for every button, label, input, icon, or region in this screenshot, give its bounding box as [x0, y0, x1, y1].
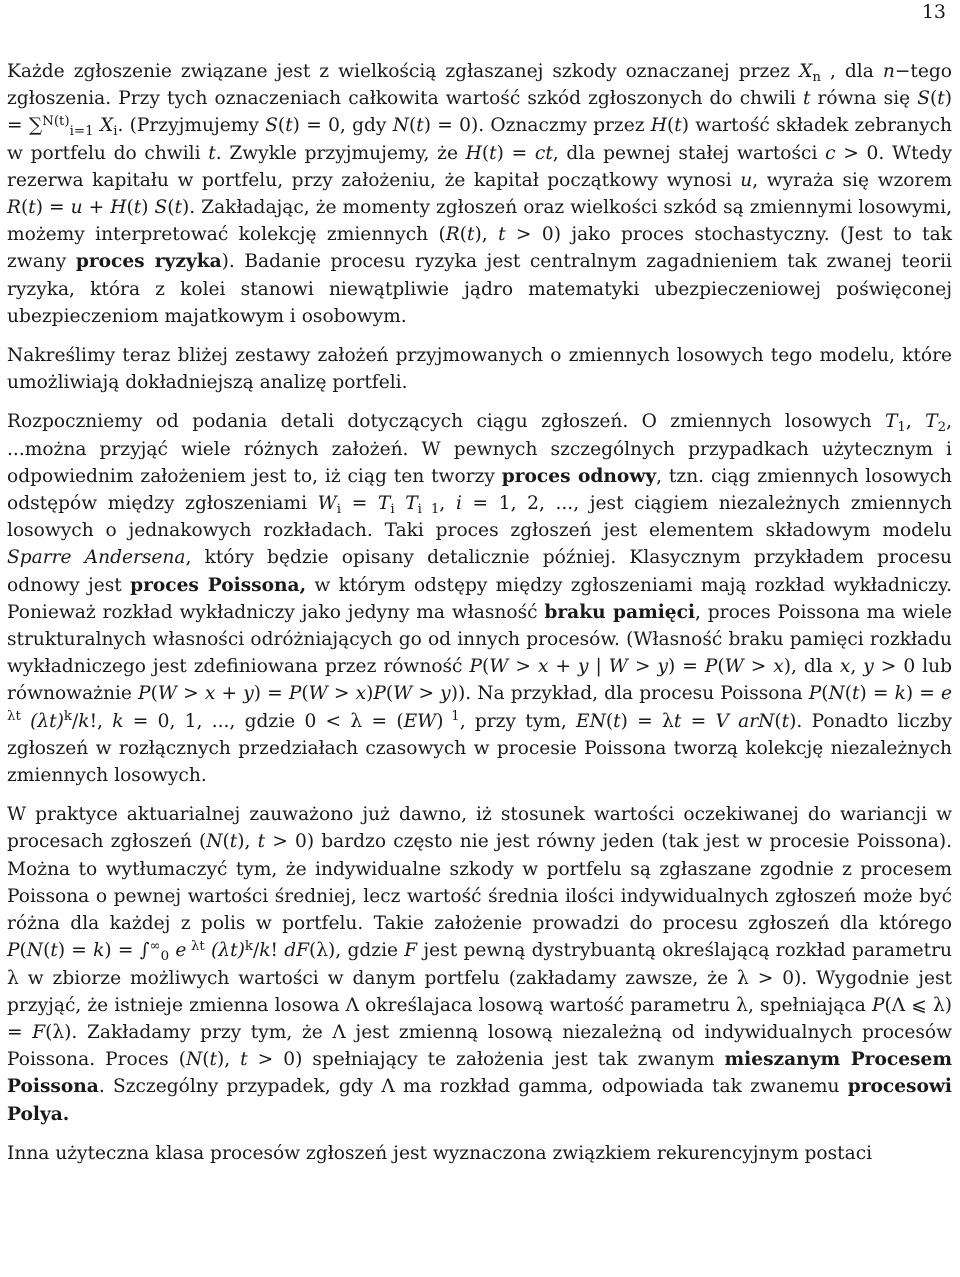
text-run: ) = — [253, 683, 289, 705]
text-run: (λ). Zakładamy przy tym, że Λ jest zmienną losową niezależną od indywidualnych procesów Poissona. Proces ( — [7, 1021, 952, 1071]
math-symbol: W — [157, 683, 177, 705]
math-symbol: W — [608, 656, 628, 678]
text-run: + — [215, 683, 244, 705]
text-run: ( — [21, 197, 29, 219]
text-run: = — [681, 710, 716, 732]
paragraph — [7, 408, 952, 789]
math-symbol: t — [802, 88, 811, 110]
math-symbol: R — [7, 197, 21, 219]
math-symbol: t — [229, 831, 238, 853]
math-symbol: N — [185, 1049, 203, 1071]
text-run: −tego zgłoszenia. Przy tych oznaczeniach całkowita wartość szkód zgłoszonych do chwili — [7, 61, 952, 110]
bold-term: proces ryzyka — [75, 251, 222, 273]
math-symbol: S — [154, 197, 168, 219]
math-symbol: P — [288, 683, 302, 705]
text-run: ) wartość składek zebranych w portfelu do chwili — [7, 115, 952, 164]
math-symbol: P — [871, 994, 885, 1016]
math-symbol: t — [489, 142, 497, 164]
text-run: > — [412, 683, 441, 705]
text-run: > — [508, 656, 538, 678]
text-run: . (Przyjmujemy — [117, 115, 266, 137]
math-symbol: t — [208, 142, 216, 164]
math-symbol: y — [243, 683, 254, 705]
text-run: Nakreślimy teraz bliżej zestawy założeń przyjmowanych o zmiennych losowych tego modelu, które umożliwiają dokładniejszą analizę portfeli. — [7, 345, 952, 394]
text-run: ) = — [667, 656, 705, 678]
math-symbol: (λt) — [204, 940, 245, 962]
math-symbol: W — [308, 683, 328, 705]
math-symbol: u — [70, 197, 83, 219]
text-run: ( — [459, 224, 468, 246]
text-run: , dla pewnej stałej wartości — [552, 142, 826, 164]
text-run: i=1 — [69, 124, 94, 140]
text-run: ) = — [57, 940, 94, 962]
math-symbol: X — [799, 61, 813, 82]
text-run: λt — [186, 938, 205, 954]
math-symbol: H — [110, 197, 127, 219]
math-symbol: t — [613, 710, 621, 732]
text-run: ) = — [496, 142, 535, 164]
text-run: !, — [89, 710, 113, 732]
text-run: > 0) bardzo często nie jest równy jeden (tak jest w procesie Poissona). Można to wytłumaczyć tym, że indywidualne szkody w portfelu są zgłaszane zgodnie z procesem Poissona o pewnej wartości średniej, lecz wartość średnia ilości indywidualnych zgłoszeń może być różna dla każdej z polis w portfelu. Takie założenie prowadzi do procesu zgłoszeń dla którego — [7, 831, 953, 935]
text-run — [395, 493, 406, 514]
math-symbol: W — [489, 656, 509, 678]
math-symbol: t — [674, 115, 682, 137]
text-run: > 0. Wtedy rezerwa kapitału w portfelu, przy założeniu, że kapitał początkowy wynosi — [7, 142, 952, 191]
body-text — [7, 58, 952, 1167]
math-symbol: x — [204, 683, 216, 705]
math-symbol: i — [455, 493, 462, 515]
math-symbol: S — [265, 115, 278, 137]
text-run: > 0) spełniający te założenia jest tak zwanym — [247, 1049, 725, 1071]
text-run: ( — [385, 683, 394, 705]
math-symbol: t — [257, 831, 266, 853]
text-run: ) = 0, gdy — [292, 115, 393, 137]
text-run: ( — [667, 115, 675, 137]
math-symbol: Sparre Andersena — [7, 547, 186, 569]
text-run: ( — [844, 683, 853, 705]
text-run: ( — [167, 197, 175, 219]
text-run: = — [341, 493, 378, 515]
math-symbol: T — [405, 493, 418, 515]
text-run: ( — [301, 683, 309, 705]
text-run: ), — [237, 831, 258, 853]
text-run: ) — [436, 710, 444, 732]
text-run: , dla — [820, 61, 883, 82]
text-run: , ...można przyjąć wiele różnych założeń. W pewnych szczególnych przypadkach użytecznym i odpowiednim założeniem jest to, iż ciąg ten tworzy — [7, 411, 953, 487]
text-run: > — [176, 683, 205, 705]
text-run: ( — [43, 940, 51, 962]
math-symbol: S — [917, 88, 930, 110]
math-symbol: P — [808, 683, 822, 705]
text-run: ( — [408, 115, 417, 137]
text-run: Inna użyteczna klasa procesów zgłoszeń jest wyznaczona związkiem rekurencyjnym postaci — [7, 1142, 873, 1164]
math-symbol: P — [373, 683, 386, 705]
text-run: ) = ∑ — [7, 88, 952, 137]
text-run: ∞ — [149, 938, 161, 954]
text-run: λt — [7, 708, 21, 724]
text-run: ), — [474, 224, 499, 246]
math-symbol: T — [377, 493, 391, 515]
text-run: i — [113, 124, 118, 140]
math-symbol: x — [839, 656, 851, 678]
text-run: , który będzie opisany detalicznie później. Klasycznym przykładem procesu odnowy jest — [7, 547, 952, 596]
text-run: ) = ∫ — [104, 940, 150, 962]
text-run: n — [812, 70, 821, 86]
math-symbol: t — [937, 88, 945, 110]
text-run: | — [588, 656, 609, 678]
math-symbol: N — [828, 683, 845, 705]
text-run: , wyraża się wzorem — [752, 169, 952, 191]
text-run: ( — [717, 656, 725, 678]
text-run: ( — [150, 683, 158, 705]
bold-term: procesowi Polya. — [7, 1076, 952, 1125]
text-run: ( — [481, 656, 490, 678]
text-run: ) = — [905, 683, 942, 705]
math-symbol: ct — [534, 142, 553, 164]
math-symbol: t — [209, 1049, 217, 1071]
text-run: ) = 0). Oznaczmy przez — [423, 115, 651, 137]
math-symbol: W — [317, 493, 337, 515]
text-run: > 0 lub równoważnie — [7, 656, 952, 705]
math-symbol: EW — [403, 710, 437, 732]
math-symbol: H — [465, 142, 482, 164]
math-symbol: u — [740, 169, 753, 191]
text-run: Rozpoczniemy od podania detali dotyczących ciągu zgłoszeń. O zmiennych losowych — [7, 411, 885, 433]
bold-term: mieszanym Procesem Poissona — [7, 1049, 953, 1098]
text-run: > — [743, 656, 774, 678]
math-symbol: t — [174, 197, 182, 219]
math-symbol: c — [825, 142, 836, 164]
text-run: ( — [774, 710, 782, 732]
text-run: ( — [821, 683, 829, 705]
math-symbol: t — [467, 224, 475, 246]
math-symbol: y — [440, 683, 451, 705]
bold-term: proces Poissona, — [130, 574, 307, 596]
math-symbol: x — [537, 656, 549, 678]
math-symbol: N — [206, 831, 223, 853]
text-run: + — [82, 197, 111, 219]
math-symbol: k — [78, 710, 90, 732]
text-run: ( — [202, 1049, 210, 1071]
math-symbol: W — [724, 656, 744, 678]
math-symbol: W — [393, 683, 413, 705]
math-symbol: x — [355, 683, 367, 705]
math-symbol: P — [138, 683, 151, 705]
bold-term: proces odnowy — [501, 465, 657, 487]
text-run: , — [850, 656, 864, 678]
math-symbol: dF — [284, 940, 310, 962]
text-run: ( — [277, 115, 286, 137]
math-symbol: t — [50, 940, 58, 962]
text-run: ( — [19, 940, 27, 962]
math-symbol: t — [781, 710, 790, 732]
math-symbol: t — [240, 1049, 248, 1071]
text-run: W praktyce aktuarialnej zauważono już dawno, iż stosunek wartości oczekiwanej do wariancji w procesach zgłoszeń ( — [7, 804, 952, 853]
text-run: ( — [481, 142, 490, 164]
text-run: k — [244, 938, 253, 954]
text-run: , proces Poissona ma wiele strukturalnych własności odróżniających go od innych procesów. (Własność braku pamięci rozkładu wykładniczego jest zdefiniowana przez równość — [7, 601, 952, 678]
text-run: 1 — [897, 420, 906, 436]
math-symbol: k — [93, 940, 105, 962]
math-symbol: P — [704, 656, 718, 678]
text-run: ( — [929, 88, 938, 110]
math-symbol: y — [657, 656, 668, 678]
text-run: / — [72, 710, 79, 732]
text-run: k — [63, 708, 73, 724]
text-run: w którym odstępy między zgłoszeniami mają rozkład wykładniczy. Ponieważ rozkład wykładniczy jako jedyny ma własność — [7, 574, 953, 623]
page-number: 13 — [921, 1, 946, 23]
text-run: (λ), gdzie — [309, 940, 405, 962]
text-run: > — [627, 656, 658, 678]
text-run: ) — [141, 197, 155, 219]
math-symbol: t — [28, 197, 36, 219]
math-symbol: H — [650, 115, 667, 137]
text-run: = 1, 2, ..., jest ciągiem niezależnych zmiennych losowych o jednakowych rozkładach. Taki proces zgłoszeń jest elementem składowym modelu — [7, 493, 952, 542]
text-run: ). Badanie procesu ryzyka jest centralnym zagadnieniem tak zwanej teorii ryzyka, która z kolei stanowi niewątpliwie jądro matematyki ubezpieczeniowej poświęconej ubezpieczeniom majatkowym i osobowym. — [7, 251, 952, 327]
math-symbol: N — [26, 940, 44, 962]
math-symbol: x — [773, 656, 784, 678]
math-symbol: t — [133, 197, 142, 219]
text-run: ) = — [859, 683, 895, 705]
text-run: . Zwykle przyjmujemy, że — [215, 142, 466, 164]
text-run: ). Zakładając, że momenty zgłoszeń oraz wielkości szkód są zmiennymi losowymi, możemy interpretować kolekcję zmiennych ( — [7, 197, 953, 246]
math-symbol: y — [578, 656, 589, 678]
math-symbol: t — [285, 115, 293, 137]
math-symbol: k — [259, 940, 271, 962]
text-run: i 1 — [417, 502, 440, 518]
text-run: równa się — [810, 88, 918, 110]
math-symbol: (λt) — [20, 710, 64, 732]
math-symbol: t — [416, 115, 424, 137]
text-run: ( — [126, 197, 134, 219]
math-symbol: e — [175, 940, 187, 962]
text-run: / — [252, 940, 260, 962]
text-run: = 0, 1, ..., gdzie 0 < λ = ( — [123, 710, 404, 732]
text-run: )). Na przykład, dla procesu Poissona — [450, 683, 809, 705]
text-run: i — [336, 502, 342, 518]
text-run: 1 — [443, 708, 460, 724]
text-run: ) = — [35, 197, 71, 219]
paragraph — [7, 58, 952, 330]
text-run: > 0) jako proces stochastyczny. (Jest to tak zwany — [7, 224, 952, 273]
math-symbol: R — [445, 224, 460, 246]
math-symbol: P — [469, 656, 482, 678]
bold-term: braku pamięci — [544, 601, 696, 623]
math-symbol: k — [112, 710, 124, 732]
text-run: ), — [217, 1049, 241, 1071]
math-symbol: T — [925, 411, 938, 433]
math-symbol: EN — [576, 710, 606, 732]
text-run: jest pewną dystrybuantą określającą rozkład parametru λ w zbiorze możliwych wartości w danym portfelu (zakładamy zawsze, że λ > 0). Wygodnie jest przyjąć, że istnieje zmienna losowa Λ określajaca losową wartość parametru λ, spełniająca — [7, 940, 952, 1016]
math-symbol: X — [99, 115, 114, 137]
text-run: ) — [366, 683, 374, 705]
text-run: ! — [270, 940, 285, 962]
text-run: Każde zgłoszenie związane jest z wielkością zgłaszanej szkody oznaczanej przez — [7, 61, 800, 82]
math-symbol: t — [673, 710, 682, 732]
text-run: 2 — [937, 420, 947, 436]
math-symbol: T — [884, 411, 898, 433]
text-run: , — [439, 493, 456, 515]
math-symbol: N — [392, 115, 409, 137]
math-symbol: F — [404, 940, 418, 962]
text-run: , — [905, 411, 926, 433]
math-symbol: n — [882, 61, 895, 82]
text-run: 0 — [160, 949, 170, 965]
text-run: . Szczególny przypadek, gdy Λ ma rozkład gamma, odpowiada tak zwanemu — [98, 1076, 848, 1098]
text-run: ) = λ — [620, 710, 674, 732]
text-run: , tzn. ciąg zmiennych losowych odstępów między zgłoszeniami — [7, 465, 952, 515]
math-symbol: F — [32, 1021, 46, 1043]
text-run: N(t) — [42, 113, 70, 129]
math-symbol: P — [7, 940, 20, 962]
text-run: ), dla — [783, 656, 840, 678]
math-symbol: y — [863, 656, 874, 678]
paragraph — [7, 342, 952, 396]
paragraph — [7, 801, 952, 1127]
text-run: (Λ ⩽ λ) = — [7, 994, 952, 1043]
math-symbol: t — [852, 683, 860, 705]
text-run: > — [327, 683, 356, 705]
text-run: + — [548, 656, 578, 678]
paragraph — [7, 1140, 952, 1167]
math-symbol: t — [498, 224, 506, 246]
math-symbol: e — [941, 683, 953, 705]
math-symbol: k — [894, 683, 906, 705]
text-run: , przy tym, — [459, 710, 577, 732]
math-symbol: V arN — [715, 710, 775, 732]
text-run: ( — [222, 831, 230, 853]
text-run: i — [390, 502, 395, 518]
text-run: ( — [605, 710, 614, 732]
text-run: ). Ponadto liczby zgłoszeń w rozłącznych przedziałach czasowych w procesie Poissona tworzą kolekcję niezależnych zmiennych losowych. — [7, 710, 952, 787]
